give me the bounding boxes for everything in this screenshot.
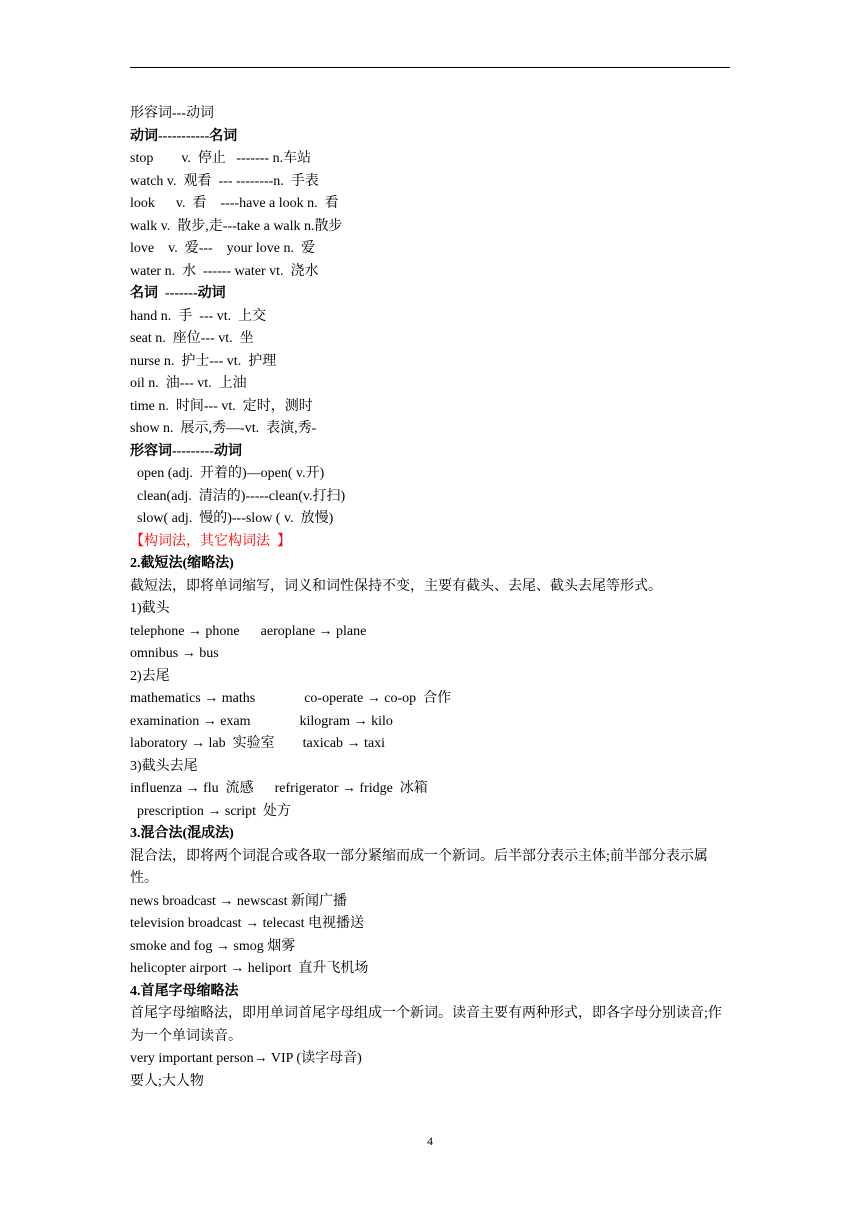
text-line: show n. 展示,秀—-vt. 表演,秀- [130,421,317,436]
text-line: 4.首尾字母缩略法 [130,983,239,999]
text-line: mathematics → maths co-operate → co-op 合作 [130,691,452,706]
page-number: 4 [427,1134,433,1148]
text-line: 动词-----------名词 [130,128,238,144]
header-rule [130,67,730,68]
text-line: oil n. 油--- vt. 上油 [130,376,247,391]
text-line: 3)截头去尾 [130,758,198,774]
text-line: 混合法，即将两个词混合或各取一部分紧缩而成一个新词。后半部分表示主体;前半部分表示属性。 [130,848,708,886]
text-line: smoke and fog → smog 烟雾 [130,938,296,954]
text-line: love v. 爱--- your love n. 爱 [130,241,315,256]
text-line: walk v. 散步,走---take a walk n.散步 [130,218,343,234]
text-line: influenza → flu 流感 refrigerator → fridge 冰箱 [130,781,428,796]
text-line: hand n. 手 --- vt. 上交 [130,308,267,324]
text-line: seat n. 座位--- vt. 坐 [130,331,254,346]
text-line: laboratory → lab 实验室 taxicab → taxi [130,736,386,751]
text-line: clean(adj. 清洁的)-----clean(v.打扫) [130,488,346,504]
text-line: 1)截头 [130,601,170,616]
text-line: 要人;大人物 [130,1073,204,1089]
text-line: 3.混合法(混成法) [130,826,234,841]
text-line: 首尾字母缩略法，即用单词首尾字母组成一个新词。读音主要有两种形式，即各字母分别读音;作为一个单词读音。 [130,1006,722,1044]
text-line: 2)去尾 [130,668,170,684]
text-line: omnibus → bus [130,646,219,661]
text-line: water n. 水 ------ water vt. 浇水 [130,263,319,279]
text-line: prescription → script 处方 [130,803,291,819]
text-line: 名词 -------动词 [130,286,226,301]
text-line: helicopter airport → heliport 直升飞机场 [130,961,369,976]
text-line: watch v. 观看 --- --------n. 手表 [130,173,319,189]
text-line: nurse n. 护士--- vt. 护理 [130,353,277,369]
text-line: news broadcast → newscast 新闻广播 [130,893,347,909]
text-line: 形容词---动词 [130,106,214,121]
text-line: 【构词法，其它构词法 】 [130,533,291,549]
text-line: slow( adj. 慢的)---slow ( v. 放慢) [130,511,334,526]
text-line: television broadcast → telecast 电视播送 [130,916,365,931]
text-line: 形容词---------动词 [130,443,242,459]
page-content [130,103,730,1093]
text-line: stop v. 停止 ------- n.车站 [130,151,312,166]
text-line: 2.截短法(缩略法) [130,556,234,571]
text-line: open (adj. 开着的)—open( v.开) [130,466,325,481]
text-line: telephone → phone aeroplane → plane [130,623,367,639]
text-line: time n. 时间--- vt. 定时，测时 [130,398,313,414]
text-line: 截短法，即将单词缩写，词义和词性保持不变，主要有截头、去尾、截头去尾等形式。 [130,578,662,594]
text-line: examination → exam kilogram → kilo [130,713,393,729]
text-line: very important person→ VIP (读字母音) [130,1051,362,1066]
text-line: look v. 看 ----have a look n. 看 [130,196,339,211]
